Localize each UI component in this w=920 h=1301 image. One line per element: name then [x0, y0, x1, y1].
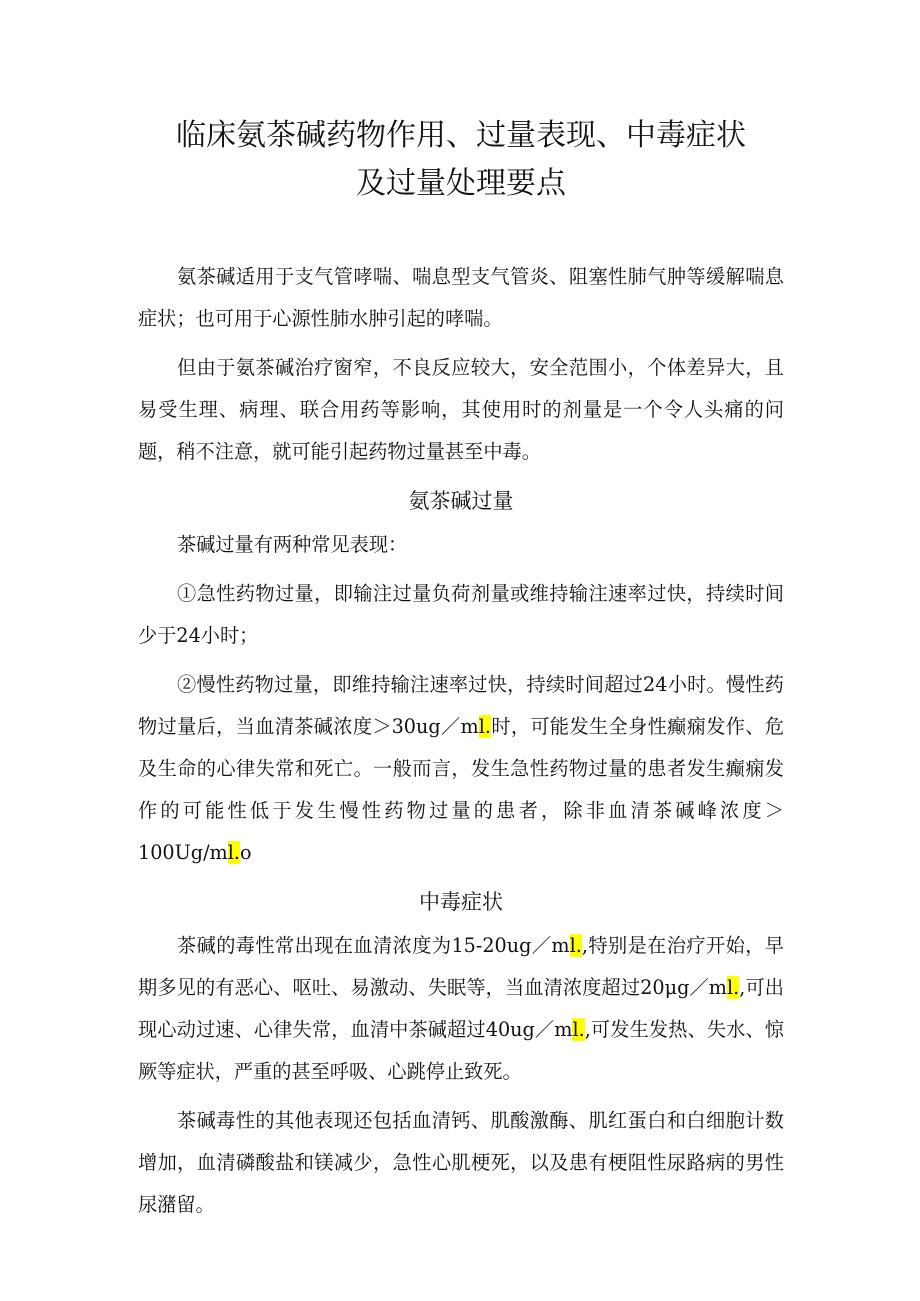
- highlighted-unit: l.: [572, 1018, 585, 1041]
- overdose-intro-paragraph: 茶碱过量有两种常见表现：: [177, 533, 408, 556]
- document-title-line-2: 及过量处理要点: [356, 166, 566, 201]
- section-heading-toxicity: 中毒症状: [419, 890, 503, 914]
- toxicity-text-c: ,可出现心动过速、心律失常，血清中茶碱超过40ug／m: [138, 976, 784, 1041]
- document-title-line-1: 临床氨茶碱药物作用、过量表现、中毒症状: [176, 118, 746, 153]
- chronic-overdose-paragraph: [138, 664, 784, 874]
- document-page: [138, 112, 784, 1233]
- toxicity-text-b: ,特别是在治疗开始，早期多见的有恶心、呕吐、易激动、失眠等，当血清浓度超过20μg／m: [138, 934, 784, 999]
- toxicity-paragraph-1: [138, 925, 784, 1093]
- toxicity-paragraph-2: 茶碱毒性的其他表现还包括血清钙、肌酸激酶、肌红蛋白和白细胞计数增加，血清磷酸盐和镁减少，急性心肌梗死，以及患有梗阻性尿路病的男性尿潴留。: [138, 1109, 784, 1216]
- intro-paragraph-1: 氨茶碱适用于支气管哮喘、喘息型支气管炎、阻塞性肺气肿等缓解喘息症状；也可用于心源性肺水肿引起的哮喘。: [138, 265, 784, 330]
- chronic-overdose-text-c: o: [240, 841, 252, 864]
- acute-overdose-paragraph: ①急性药物过量，即输注过量负荷剂量或维持输注速率过快，持续时间少于24小时；: [138, 582, 784, 647]
- highlighted-unit: l.: [569, 934, 582, 957]
- highlighted-unit: l.: [227, 841, 240, 864]
- highlighted-unit: l.: [727, 976, 740, 999]
- toxicity-text-a: 茶碱的毒性常出现在血清浓度为15-20ug／m: [177, 934, 570, 957]
- intro-paragraph-2: 但由于氨茶碱治疗窗窄，不良反应较大，安全范围小，个体差异大，且易受生理、病理、联合用药等影响，其使用时的剂量是一个令人头痛的问题，稍不注意，就可能引起药物过量甚至中毒。: [138, 356, 784, 463]
- chronic-overdose-text-b: 时，可能发生全身性癫痫发作、危及生命的心律失常和死亡。一般而言，发生急性药物过量的患者发生癫痫发作的可能性低于发生慢性药物过量的患者，除非血清茶碱峰浓度＞100Ug/m: [138, 715, 785, 864]
- document-title: [138, 112, 784, 208]
- highlighted-unit: l.: [478, 715, 491, 738]
- toxicity-text-d: ,可发生发热、失水、惊厥等症状，严重的甚至呼吸、心跳停止致死。: [138, 1018, 784, 1083]
- chronic-overdose-text-a: ②慢性药物过量，即维持输注速率过快，持续时间超过24小时。慢性药物过量后，当血清茶碱浓度＞30ug／m: [138, 673, 784, 738]
- document-body: [138, 256, 784, 1226]
- section-heading-overdose: 氨茶碱过量: [408, 489, 514, 513]
